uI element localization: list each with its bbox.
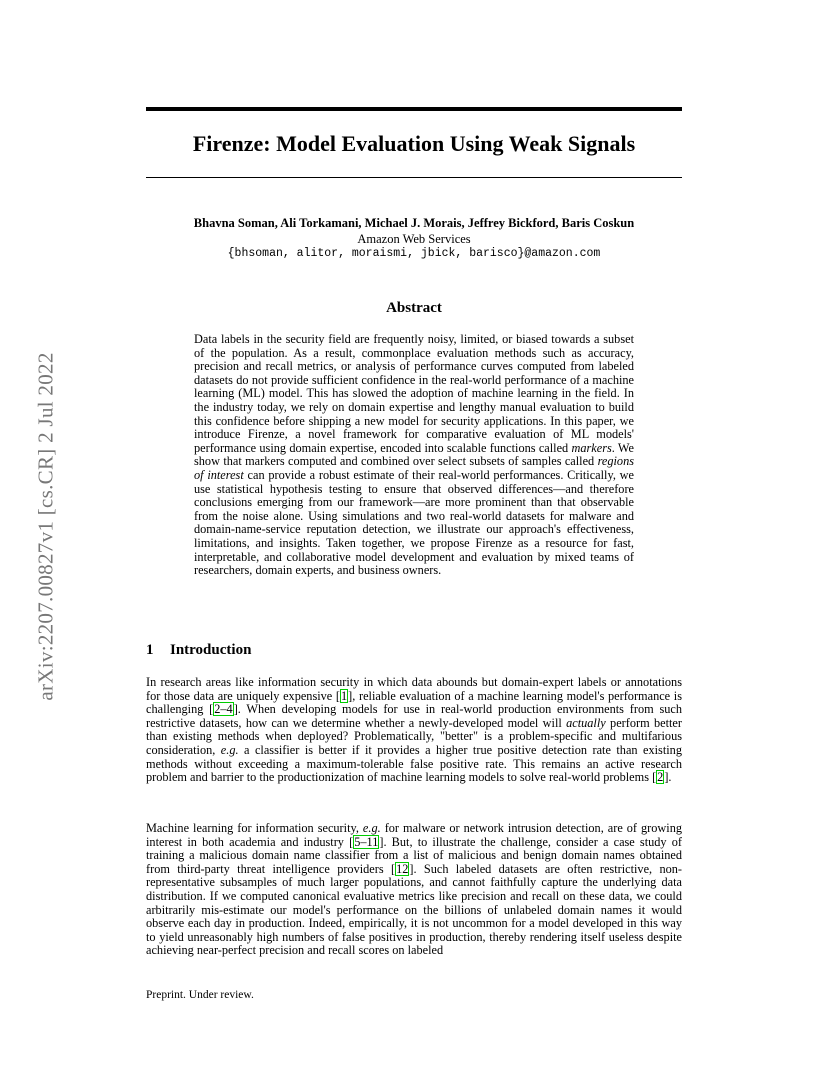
p2-emphasis-eg: e.g.	[362, 821, 381, 835]
p1-text-e: a classifier is better if it provides a higher true positive detection rate than existing methods without exceeding a maximum-tolerable false positive rate. This remains an active research problem and barrier to the productionization of machine learning models to solve real-world problems [	[146, 742, 682, 785]
p2-text-d: ]. Such labeled datasets are often restrictive, non-representative subsamples of much larger populations, and cannot faithfully capture the underlying data distribution. If we computed canonical evaluative metrics like precision and recall on these data, we could arbitrarily mis-estimate our model's performance on the billions of unlabeled domain names it would observe each day in production. Indeed, empirically, it is not uncommon for a model developed in this way to yield unreasonably high numbers of false positives in production, thereby rendering itself useless despite achieving near-perfect precision and recall scores on labeled	[146, 861, 682, 958]
paper-title: Firenze: Model Evaluation Using Weak Signals	[192, 131, 636, 156]
citation-link[interactable]: 1	[341, 688, 348, 703]
p2-text-b: for malware or network intrusion detection, are of growing interest in both academia and industry [	[146, 821, 683, 849]
abstract-emphasis-regions: regions of interest	[194, 454, 634, 482]
p1-text-b: ], reliable evaluation of a machine learning model's performance is challenging [	[146, 688, 682, 717]
citation-link[interactable]: 2	[657, 770, 664, 785]
citation-link[interactable]: 2–4	[214, 702, 233, 717]
author-list: Bhavna Soman, Ali Torkamani, Michael J. Morais, Jeffrey Bickford, Baris Coskun	[193, 216, 635, 230]
title-rule-bottom	[146, 177, 682, 178]
footer-note: Preprint. Under review.	[146, 989, 254, 1001]
p1-emphasis-actually: actually	[566, 715, 606, 730]
p2-text-a: Machine learning for information security,	[146, 821, 363, 835]
title-rule-top	[146, 107, 682, 111]
section-title: Introduction	[170, 642, 252, 658]
abstract-text-2: . We show that markers computed and combined over select subsets of samples called	[194, 440, 634, 469]
section-heading-introduction	[146, 642, 251, 659]
p2-text-c: ]. But, to illustrate the challenge, consider a case study of training a malicious domain name classifier from a list of malicious and benign domain names obtained from third-party threat intelligence providers [	[146, 834, 682, 876]
p1-text-a: In research areas like information security in which data abounds but domain-expert labels or annotations for those data are uniquely expensive [	[146, 675, 682, 703]
author-emails: {bhsoman, alitor, moraismi, jbick, barisco}@amazon.com	[227, 247, 601, 260]
intro-paragraph-2	[146, 822, 682, 958]
arxiv-identifier: arXiv:2207.00827v1 [cs.CR] 2 Jul 2022	[33, 352, 58, 701]
abstract-body	[194, 333, 634, 578]
p1-text-f: ].	[664, 770, 672, 785]
abstract-text-1: Data labels in the security field are frequently noisy, limited, or biased towards a subset of the population. As a result, commonplace evaluation methods such as accuracy, precision and recall metrics, or analysis of performance curves computed from labeled datasets do not provide sufficient confidence in the real-world performance of a machine learning (ML) model. This has slowed the adoption of machine learning in the field. In the industry today, we rely on domain expertise and lengthy manual evaluation to build this confidence before shipping a new model for security applications. In this paper, we introduce Firenze, a novel framework for comparative evaluation of ML models' performance using domain expertise, encoded into scalable functions called	[194, 332, 634, 455]
section-number: 1	[146, 642, 154, 658]
citation-link[interactable]: 5–11	[354, 834, 379, 849]
abstract-text-3: can provide a robust estimate of their real-world performances. Critically, we use statistical hypothesis testing to ensure that observed differences—and therefore conclusions emerging from our framework—are more prominent than that observable from the noise alone. Using simulations and two real-world datasets for malware and domain-name-service reputation detection, we illustrate our approach's effectiveness, limitations, and insights. Taken together, we propose Firenze as a resource for fast, interpretable, and collaborative model development and evaluation by mixed teams of researchers, domain experts, and business owners.	[194, 467, 634, 578]
p1-text-d: perform better than existing methods when deployed? Problematically, "better" is a problem-specific and multifarious consideration,	[146, 715, 682, 757]
author-affiliation: Amazon Web Services	[357, 232, 471, 246]
citation-link[interactable]: 12	[396, 861, 409, 876]
intro-paragraph-1	[146, 676, 682, 785]
abstract-heading: Abstract	[386, 300, 442, 316]
p1-text-c: ]. When developing models for use in real-world production environments from such restrictive datasets, how can we determine whether a newly-developed model will	[146, 702, 682, 730]
p1-emphasis-eg: e.g.	[220, 742, 239, 757]
abstract-emphasis-markers: markers	[571, 440, 612, 455]
